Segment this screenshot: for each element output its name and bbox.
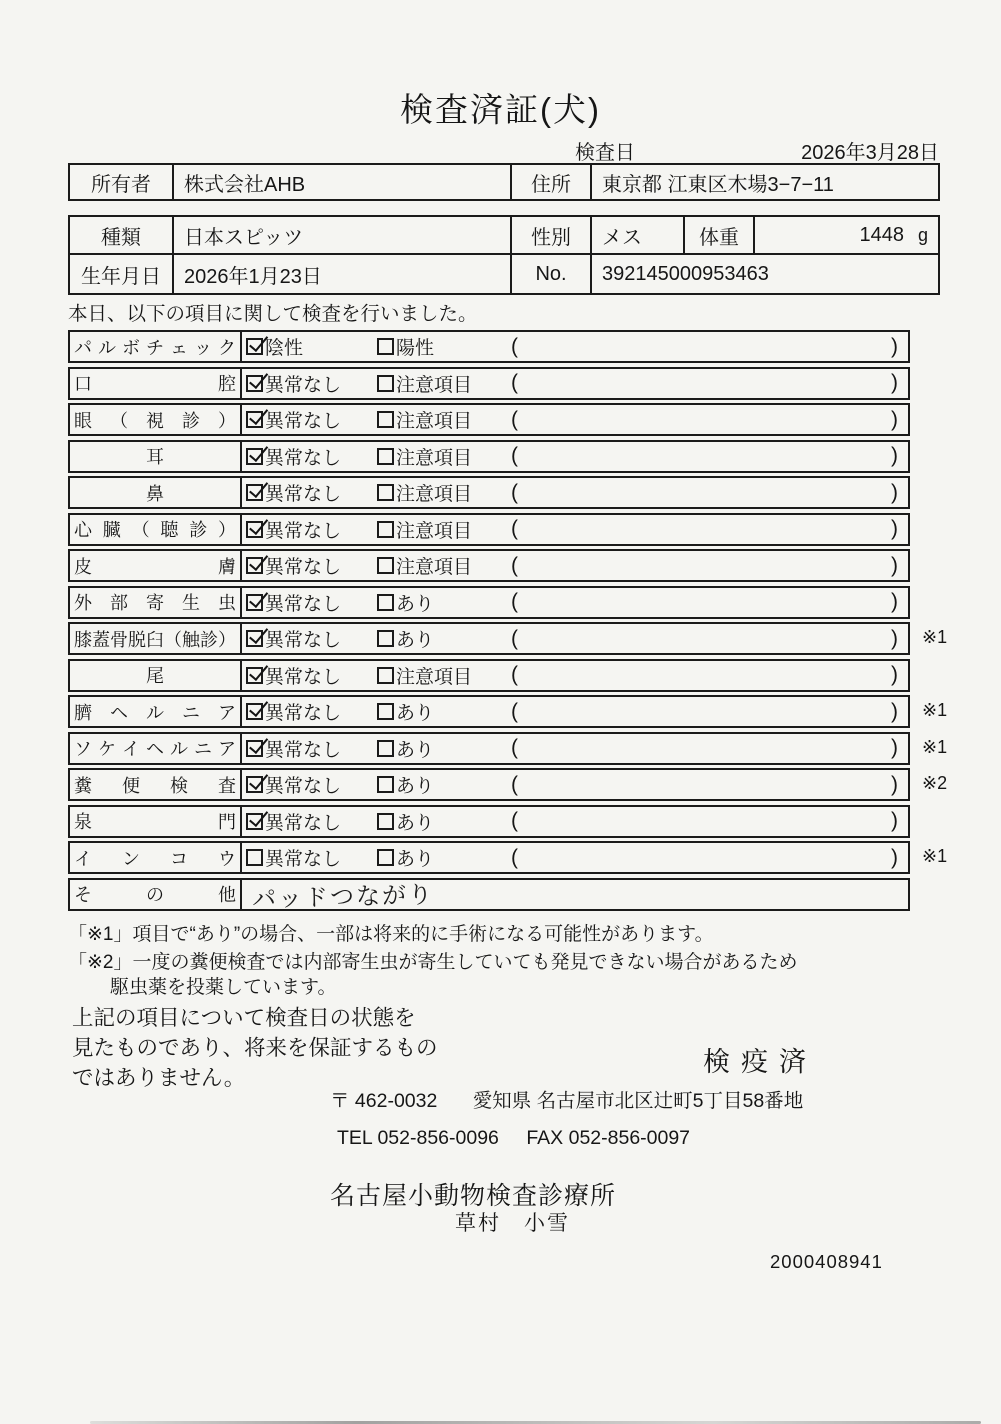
label-char: 虫: [218, 593, 236, 613]
close-paren: ): [891, 626, 898, 650]
checkbox-option: [377, 516, 511, 543]
open-paren: (: [511, 845, 518, 869]
inspection-row-body: [242, 734, 908, 763]
checkbox-option-label: 異常なし: [265, 812, 342, 834]
no-value: 392145000953463: [590, 255, 938, 293]
clinic-name: 名古屋小動物検査診療所: [330, 1182, 617, 1210]
checkbox-option: [246, 406, 377, 433]
label-char: ル: [170, 739, 188, 759]
inspection-item-label: [70, 843, 242, 872]
checkbox-option-label: 異常なし: [265, 557, 342, 578]
inspection-item-label: [70, 588, 242, 617]
label-char: ン: [122, 848, 140, 869]
label-char: ケ: [98, 739, 116, 759]
birth-value: 2026年1月23日: [172, 255, 510, 293]
checkbox-checked-icon: [246, 776, 263, 793]
checkbox-option-label: 異常なし: [265, 520, 342, 542]
handwritten-note: パッドつながり: [251, 881, 435, 913]
inspection-item-label: [70, 697, 242, 726]
checkbox-option: [246, 844, 377, 871]
checkbox-checked-icon: [246, 630, 263, 647]
close-paren: ): [891, 407, 898, 431]
label-char: 蓋: [92, 629, 110, 650]
checkbox-option: [377, 698, 511, 725]
checkbox-option-label: 異常なし: [265, 776, 342, 797]
sex-value: メス: [590, 217, 683, 253]
close-paren: ): [891, 699, 898, 723]
close-paren: ): [891, 809, 898, 832]
checkbox-checked-icon: [246, 813, 263, 830]
inspection-item-label: [70, 515, 242, 544]
checkbox-option: [246, 625, 377, 652]
label-char: （: [110, 410, 128, 431]
open-paren: (: [511, 663, 518, 686]
inspection-row: [68, 805, 910, 838]
inspection-row-body: [242, 551, 908, 580]
breed-label: 種類: [101, 226, 141, 249]
label-char: 糞: [74, 775, 92, 796]
footnote-marker: ※1: [922, 700, 948, 720]
inspection-item-label: [70, 551, 242, 580]
checkbox-checked-icon: [246, 448, 263, 465]
inspection-row: [68, 768, 948, 801]
close-paren: ): [891, 444, 898, 467]
checkbox-option-label: あり: [396, 630, 435, 651]
open-paren: (: [511, 809, 518, 832]
checkbox-option-label: 注意項目: [396, 520, 473, 542]
label-char: イ: [74, 848, 92, 869]
inspection-row-body: [242, 478, 908, 507]
inspection-row-body: [242, 588, 908, 617]
label-char: 心: [74, 520, 92, 540]
open-paren: (: [511, 444, 518, 467]
label-char: ア: [218, 739, 236, 759]
checkbox-option: [246, 662, 377, 689]
label-char: ル: [98, 337, 116, 358]
footnote-marker: ※1: [922, 736, 948, 757]
inspection-item-label: 鼻: [70, 478, 242, 507]
checkbox-option-label: 異常なし: [265, 374, 342, 396]
checkbox-option: [377, 735, 511, 762]
checkbox-icon: [377, 776, 394, 793]
checkbox-option: [377, 771, 511, 798]
inspection-item-label: [70, 807, 242, 836]
label-char: ク: [218, 337, 236, 358]
inspection-row: [68, 513, 910, 546]
pet-table-row-breed: [70, 217, 938, 255]
checkbox-checked-icon: [246, 594, 263, 611]
inspection-row: [68, 622, 948, 655]
open-paren: (: [511, 553, 518, 577]
inspection-row: [68, 549, 910, 582]
inspection-date-value: 2026年3月28日: [801, 142, 939, 164]
checkbox-checked-icon: [246, 411, 263, 428]
close-paren: ): [891, 663, 898, 686]
label-char: 診: [182, 410, 200, 431]
checkbox-option-label: 注意項目: [396, 447, 473, 469]
label-char: ボ: [122, 337, 140, 358]
label-char: ソ: [74, 739, 92, 759]
checkbox-icon: [377, 448, 394, 465]
label-char: ニ: [194, 739, 212, 759]
inspection-row-body: [242, 770, 908, 799]
inspection-item-label: [70, 369, 242, 398]
checkbox-icon: [377, 630, 394, 647]
checkbox-option: [246, 698, 377, 725]
label-char: 診: [200, 629, 218, 650]
inspection-row: [68, 367, 910, 400]
checkbox-option: [246, 589, 377, 616]
checkbox-option: [377, 844, 511, 871]
checkbox-option: [377, 406, 511, 433]
checkbox-option-label: 異常なし: [265, 630, 342, 651]
label-char: 視: [146, 410, 164, 431]
checkbox-option: [246, 516, 377, 543]
checkbox-icon: [377, 484, 394, 501]
label-char: チ: [146, 337, 164, 358]
checkbox-option: [246, 333, 377, 360]
checkbox-checked-icon: [246, 375, 263, 392]
open-paren: (: [511, 590, 518, 613]
checkbox-icon: [377, 411, 394, 428]
close-paren: ): [891, 480, 898, 504]
weight-label: 体重: [683, 217, 753, 253]
checkbox-option: [377, 552, 511, 579]
close-paren: ): [891, 334, 898, 358]
checkbox-option-label: 異常なし: [265, 739, 342, 761]
inspection-date-label: 検査日: [575, 142, 635, 164]
checkbox-option-label: 異常なし: [265, 849, 342, 870]
checkbox-checked-icon: [246, 740, 263, 757]
inspection-row-body: [242, 515, 908, 544]
inspection-row: [68, 330, 910, 363]
checkbox-option: [246, 771, 377, 798]
clinic-fax: FAX 052-856-0097: [526, 1127, 691, 1149]
label-char: ）: [217, 520, 236, 540]
checkbox-checked-icon: [246, 521, 263, 538]
checkbox-option-label: 異常なし: [265, 666, 342, 688]
inspection-row: [68, 440, 910, 473]
inspection-row-body: [242, 369, 908, 398]
inspection-item-label: [70, 734, 242, 763]
label-char: （: [131, 520, 150, 540]
label-char: イ: [122, 739, 140, 759]
label-char: 膝: [74, 629, 92, 650]
intro-text: 本日、以下の項目に関して検査を行いました。: [68, 303, 478, 325]
label-char: 部: [110, 593, 128, 613]
footnote-marker: ※1: [922, 627, 948, 647]
label-char: そ: [74, 885, 92, 905]
page-title: 検査済証(犬): [400, 91, 601, 128]
clinic-address: 愛知県 名古屋市北区辻町5丁目58番地: [472, 1090, 804, 1112]
label-char: ェ: [170, 337, 188, 358]
inspection-item-label: [70, 405, 242, 434]
checkbox-option: [246, 552, 377, 579]
open-paren: (: [511, 517, 518, 540]
label-char: 検: [170, 775, 188, 796]
close-paren: ): [891, 553, 898, 577]
label-char: ニ: [182, 702, 200, 723]
checkbox-option: [377, 808, 511, 835]
label-char: 腔: [218, 374, 236, 394]
label-char: 脱: [128, 629, 146, 650]
checkbox-option: [377, 589, 511, 616]
checkbox-icon: [377, 521, 394, 538]
label-char: パ: [74, 337, 92, 358]
inspection-item-label: 耳: [70, 442, 242, 471]
label-char: 外: [74, 593, 92, 613]
inspection-row-body: [242, 843, 908, 872]
statement-line-3: ではありません。: [72, 1066, 246, 1090]
checkbox-option-label: 異常なし: [265, 593, 342, 615]
inspection-row: [68, 659, 910, 692]
inspection-item-label: [70, 770, 242, 799]
breed-value: 日本スピッツ: [172, 217, 510, 253]
open-paren: (: [511, 699, 518, 723]
label-char: 触: [182, 629, 200, 650]
label-char: 診: [189, 520, 208, 540]
close-paren: ): [891, 845, 898, 869]
checkbox-icon: [377, 703, 394, 720]
inspection-row: [68, 841, 948, 874]
open-paren: (: [511, 772, 518, 796]
checkbox-option-label: あり: [396, 776, 435, 797]
close-paren: ): [891, 736, 898, 759]
sex-label: 性別: [510, 217, 590, 253]
label-char: 泉: [74, 812, 92, 832]
label-char: ）: [218, 410, 236, 431]
address-label: 住所: [510, 165, 590, 199]
statement-line-1: 上記の項目について検査日の状態を: [72, 1006, 416, 1030]
checkbox-option: [377, 333, 511, 360]
clinic-tel: TEL 052-856-0096: [337, 1127, 499, 1149]
label-char: 骨: [110, 629, 128, 650]
checkbox-icon: [377, 849, 394, 866]
checkbox-icon: [377, 338, 394, 355]
close-paren: ): [891, 517, 898, 540]
quarantine-stamp: 検疫済: [703, 1047, 817, 1077]
checkbox-option: [377, 662, 511, 689]
pet-table: [68, 215, 940, 295]
inspection-row-body: [242, 880, 908, 913]
no-label: No.: [510, 255, 590, 293]
checkbox-option-label: 注意項目: [396, 666, 473, 688]
address-value: 東京都 江東区木場3−7−11: [590, 165, 938, 199]
label-char: コ: [170, 848, 188, 869]
close-paren: ): [891, 590, 898, 613]
label-char: 門: [218, 812, 236, 832]
label-char: ッ: [194, 337, 212, 358]
checkbox-option-label: あり: [396, 812, 435, 834]
footnote-2-continued: 駆虫薬を投薬しています。: [110, 977, 337, 998]
label-char: 生: [182, 593, 200, 613]
inspection-row: [68, 476, 910, 509]
checkbox-option-label: 注意項目: [396, 557, 473, 578]
label-char: 口: [74, 374, 92, 394]
checkbox-checked-icon: [246, 484, 263, 501]
footnote-1: 「※1」項目で“あり”の場合、一部は将来的に手術になる可能性があります。: [68, 924, 714, 945]
label-char: の: [146, 885, 164, 905]
checkbox-option-label: あり: [396, 739, 435, 761]
checkbox-option-label: あり: [396, 593, 435, 615]
checkbox-checked-icon: [246, 338, 263, 355]
weight-value: [753, 217, 938, 253]
label-char: （: [164, 629, 182, 650]
checkbox-option: [246, 443, 377, 470]
checkbox-icon: [246, 849, 263, 866]
checkbox-icon: [377, 375, 394, 392]
postal-code: 〒 462-0032: [330, 1090, 438, 1112]
inspection-item-label: [70, 880, 242, 909]
owner-value: 株式会社AHB: [172, 165, 510, 199]
open-paren: (: [511, 407, 518, 431]
checkbox-checked-icon: [246, 557, 263, 574]
open-paren: (: [511, 371, 518, 394]
label-char: 皮: [74, 556, 92, 577]
checkbox-option-label: 注意項目: [396, 484, 473, 505]
checkbox-checked-icon: [246, 667, 263, 684]
checkbox-icon: [377, 594, 394, 611]
statement-line-2: 見たものであり、将来を保証するもの: [72, 1036, 438, 1060]
open-paren: (: [511, 334, 518, 358]
owner-label: 所有者: [91, 173, 151, 196]
checkbox-option: [377, 625, 511, 652]
checkbox-option-label: あり: [396, 849, 435, 870]
inspection-item-label: [70, 332, 242, 361]
label-char: ）: [218, 629, 236, 650]
inspection-row-body: [242, 624, 908, 653]
veterinarian-name: 草村 小雪: [455, 1212, 570, 1235]
checkbox-option-label: 異常なし: [265, 447, 342, 469]
checkbox-option: [246, 808, 377, 835]
checkbox-option: [377, 443, 511, 470]
label-char: 臓: [102, 520, 121, 540]
checkbox-checked-icon: [246, 703, 263, 720]
document-serial-number: 2000408941: [770, 1251, 883, 1272]
label-char: ル: [146, 702, 164, 723]
inspection-row-body: [242, 442, 908, 471]
checkbox-option-label: 陽性: [396, 338, 435, 359]
checkbox-option-label: あり: [396, 703, 435, 724]
label-char: 膚: [218, 556, 236, 577]
footnote-marker: ※2: [922, 773, 948, 793]
checkbox-icon: [377, 740, 394, 757]
checkbox-icon: [377, 557, 394, 574]
inspection-table: [68, 330, 948, 913]
checkbox-option-label: 異常なし: [265, 703, 342, 724]
open-paren: (: [511, 480, 518, 504]
owner-table: [68, 163, 940, 201]
label-char: ヘ: [110, 702, 128, 723]
checkbox-option: [246, 479, 377, 506]
birth-label: 生年月日: [81, 265, 161, 288]
label-char: ア: [218, 702, 236, 723]
clinic-postal-address: [330, 1085, 803, 1113]
checkbox-option: [246, 735, 377, 762]
label-char: 聴: [160, 520, 179, 540]
label-char: 臼: [146, 629, 164, 650]
inspection-row-body: [242, 661, 908, 690]
close-paren: ): [891, 371, 898, 394]
checkbox-option: [377, 479, 511, 506]
inspection-row: [68, 732, 948, 765]
inspection-row: [68, 403, 910, 436]
inspection-row-body: [242, 405, 908, 434]
inspection-item-label: 尾: [70, 661, 242, 690]
checkbox-icon: [377, 667, 394, 684]
checkbox-option-label: 異常なし: [265, 411, 342, 432]
inspection-row: [68, 586, 910, 619]
label-char: 寄: [146, 593, 164, 613]
inspection-row: [68, 878, 910, 911]
checkbox-option-label: 注意項目: [396, 374, 473, 396]
inspection-item-label: [70, 624, 242, 653]
close-paren: ): [891, 772, 898, 796]
checkbox-option: [377, 370, 511, 397]
inspection-date-row: [575, 136, 939, 165]
checkbox-option-label: 陰性: [265, 338, 304, 359]
label-char: 眼: [74, 410, 92, 431]
checkbox-icon: [377, 813, 394, 830]
checkbox-option-label: 注意項目: [396, 411, 473, 432]
inspection-row-body: [242, 697, 908, 726]
label-char: 他: [218, 885, 236, 905]
label-char: 臍: [74, 702, 92, 723]
label-char: ウ: [218, 848, 236, 869]
inspection-row-body: [242, 807, 908, 836]
label-char: 便: [122, 775, 140, 796]
label-char: 査: [218, 775, 236, 796]
weight-unit: g: [917, 224, 928, 245]
inspection-row: [68, 695, 948, 728]
open-paren: (: [511, 626, 518, 650]
weight-number: 1448: [859, 223, 904, 246]
clinic-tel-fax: [337, 1127, 690, 1150]
inspection-row-body: [242, 332, 908, 361]
footnote-2: 「※2」一度の糞便検査では内部寄生虫が寄生していても発見できない場合があるため: [68, 952, 798, 973]
footnote-marker: ※1: [922, 846, 948, 866]
checkbox-option: [246, 370, 377, 397]
label-char: ヘ: [146, 739, 164, 759]
open-paren: (: [511, 736, 518, 759]
checkbox-option-label: 異常なし: [265, 484, 342, 505]
pet-table-row-birth: [70, 255, 938, 293]
